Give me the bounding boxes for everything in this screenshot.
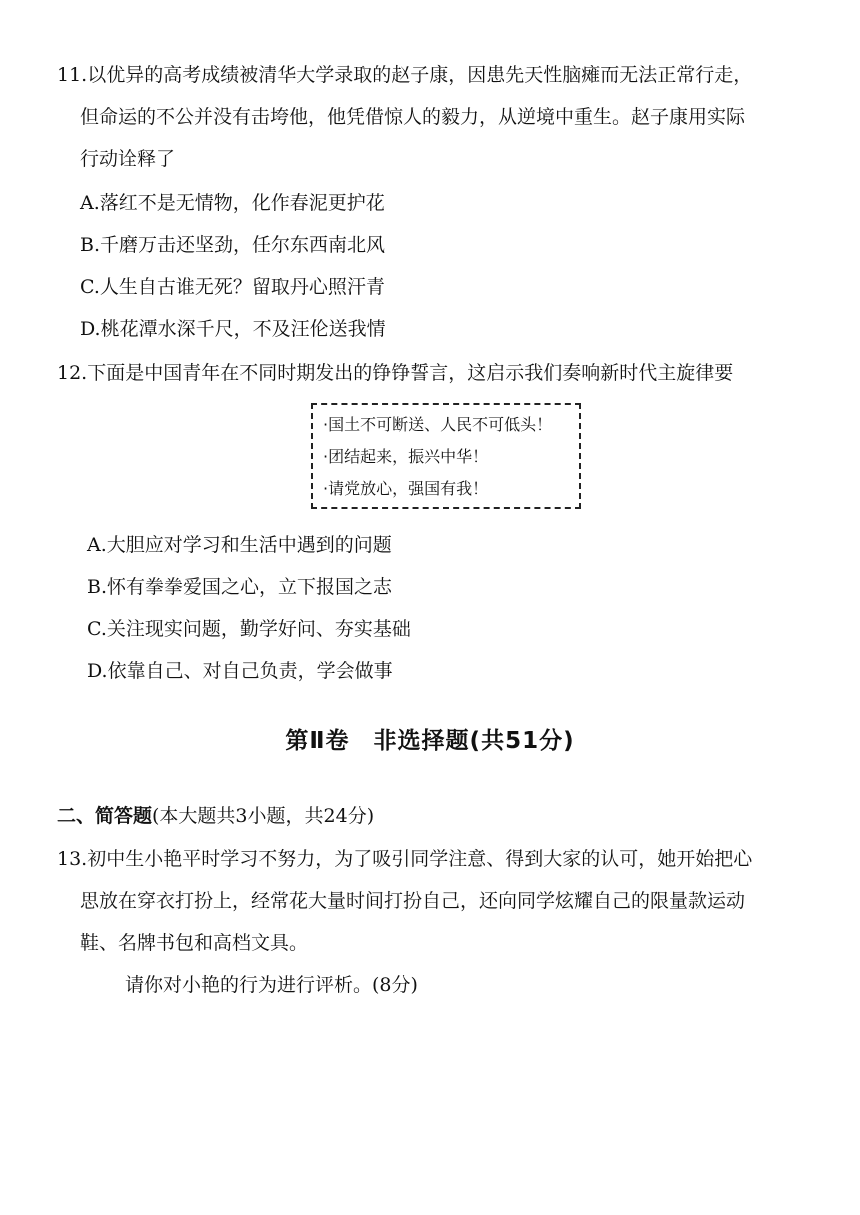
- q12-quote-1: ·国土不可断送、人民不可低头！: [323, 415, 553, 434]
- q12-option-c[interactable]: C.关注现实问题，勤学好问、夯实基础: [87, 618, 411, 640]
- q12-option-b[interactable]: B.怀有拳拳爱国之心，立下报国之志: [87, 576, 393, 598]
- q11-stem-line-2: 但命运的不公并没有击垮他，他凭借惊人的毅力，从逆境中重生。赵子康用实际: [80, 106, 746, 128]
- part2-heading-label: 二、简答题: [57, 805, 153, 827]
- q13-stem-line-1: 13.初中生小艳平时学习不努力，为了吸引同学注意、得到大家的认可，她开始把心: [57, 848, 753, 870]
- q11-option-b[interactable]: B.千磨万击还坚劲，任尔东西南北风: [80, 234, 386, 256]
- part2-heading-note: (本大题共3小题，共24分): [152, 805, 375, 827]
- q11-stem-line-3: 行动诠释了: [80, 148, 176, 170]
- q12-quote-3: ·请党放心，强国有我！: [323, 479, 489, 498]
- q12-quote-box: [311, 403, 581, 509]
- q12-stem: 12.下面是中国青年在不同时期发出的铮铮誓言，这启示我们奏响新时代主旋律要: [57, 362, 734, 384]
- q11-option-d[interactable]: D.桃花潭水深千尺，不及汪伦送我情: [80, 318, 386, 340]
- q12-quote-2: ·团结起来，振兴中华！: [323, 447, 489, 466]
- q13-stem-line-2: 思放在穿衣打扮上，经常花大量时间打扮自己，还向同学炫耀自己的限量款运动: [80, 890, 746, 912]
- q13-stem-line-3: 鞋、名牌书包和高档文具。: [80, 932, 309, 954]
- part2-heading: [57, 803, 374, 829]
- q11-stem-line-1: 11.以优异的高考成绩被清华大学录取的赵子康，因患先天性脑瘫而无法正常行走，: [57, 64, 753, 86]
- q11-option-c[interactable]: C.人生自古谁无死？留取丹心照汗青: [80, 276, 385, 298]
- q12-option-d[interactable]: D.依靠自己、对自己负责，学会做事: [87, 660, 393, 682]
- q12-option-a[interactable]: A.大胆应对学习和生活中遇到的问题: [87, 534, 392, 556]
- section-title: 第Ⅱ卷 非选择题(共51分): [285, 728, 575, 754]
- q11-option-a[interactable]: A.落红不是无情物，化作春泥更护花: [80, 192, 385, 214]
- q13-prompt: 请你对小艳的行为进行评析。(8分): [125, 974, 418, 996]
